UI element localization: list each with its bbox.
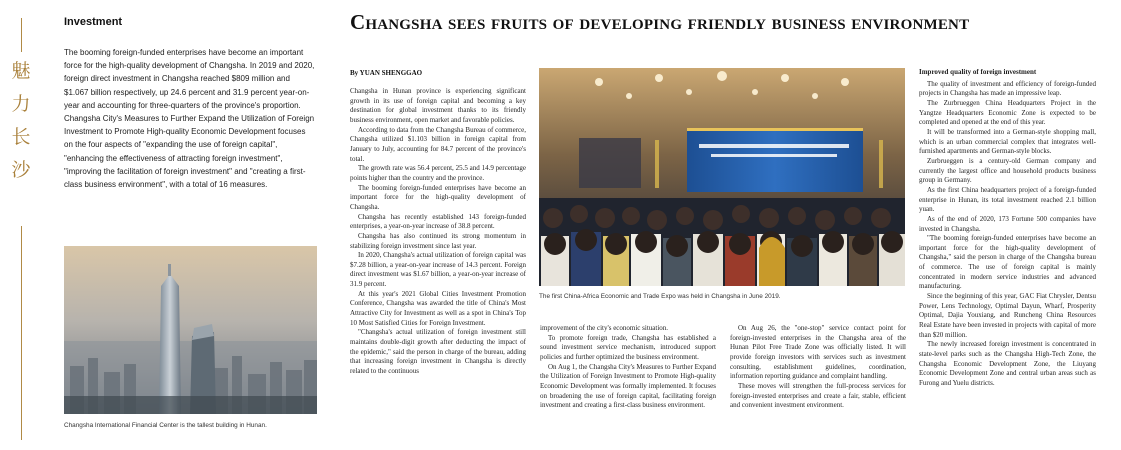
paragraph: The booming foreign-funded enterprises have become an important force for the high-quality development of Changsha. bbox=[350, 183, 526, 211]
paragraph: On Aug 26, the "one-stop" service contact point for foreign-invested enterprises in the Changsha area of the Hunan Pilot Free Trade Zone was officially listed. It will provide foreign investors with services such as investment consulting, establishment guidelines, coordination, information reporting guidance and complaint handling. bbox=[730, 324, 906, 381]
paragraph: Since the beginning of this year, GAC Fiat Chrysler, Dentsu Power, Lens Technology, Optimal Dayun, Wharf, Prosperity Optimal, Dajia Youxiang, and Runcheng China Resources Real Estate have been invested in projects with capital of more than $20 million. bbox=[919, 292, 1096, 339]
paragraph: As the first China headquarters project of a foreign-funded enterprise in Hunan, its total investment reached 2.1 billion yuan. bbox=[919, 185, 1096, 214]
paragraph: On Aug 1, the Changsha City's Measures to Further Expand the Utilization of Foreign Investment to Promote High-quality Economic Development was formally implemented. It focuses on broadening the use of foreign capital, facilitating foreign investment and creating a first-class business environment. bbox=[540, 362, 716, 410]
vertical-char: 力 bbox=[11, 93, 31, 115]
paragraph: The newly increased foreign investment is concentrated in state-level parks such as the Changsha High-Tech Zone, the Changsha Economic Development Zone, the Liuyang Economic Development Zone and central urban areas such as Furong and Yuelu districts. bbox=[919, 340, 1096, 387]
article-column-3 bbox=[730, 324, 906, 411]
sidebar-heading: Investment bbox=[64, 16, 123, 28]
paragraph: As of the end of 2020, 173 Fortune 500 companies have invested in Changsha. bbox=[919, 214, 1096, 233]
photo-caption-expo: The first China-Africa Economic and Trade Expo was held in Changsha in June 2019. bbox=[539, 293, 781, 300]
vertical-title bbox=[9, 62, 33, 180]
paragraph: To promote foreign trade, Changsha has established a sound investment service mechanism, introduced support policies and further optimized the business environment. bbox=[540, 333, 716, 361]
gold-rule-top bbox=[21, 18, 22, 52]
section-subheading: Improved quality of foreign investment bbox=[919, 68, 1037, 76]
city-skyline-photo bbox=[64, 246, 317, 414]
article-headline: Changsha sees fruits of developing friendly business environment bbox=[350, 10, 970, 34]
gold-rule-bottom bbox=[21, 226, 22, 440]
paragraph: The quality of investment and efficiency of foreign-funded projects in Changsha has made an impressive leap. bbox=[919, 79, 1096, 98]
vertical-char: 长 bbox=[11, 126, 31, 148]
vertical-char: 沙 bbox=[11, 159, 31, 181]
article-column-4 bbox=[919, 68, 1096, 389]
paragraph: improvement of the city's economic situation. bbox=[540, 324, 669, 332]
article-column-2 bbox=[540, 324, 716, 411]
paragraph: Zurbrueggen is a century-old German company and currently the largest office and household products business group in Germany. bbox=[919, 156, 1096, 185]
photo-caption-skyline: Changsha International Financial Center is the tallest building in Hunan. bbox=[64, 422, 267, 429]
paragraph: According to data from the Changsha Bureau of commerce, Changsha utilized $1.103 billion in foreign capital from January to July, accounting for 84.7 percent of the province's total. bbox=[350, 125, 526, 163]
paragraph: "The booming foreign-funded enterprises have become an important force for the high-quality development of Changsha," said the person in charge of the Changsha bureau of commerce. The use of foreign capital is mainly concentrated in modern service industries and advanced manufacturing. bbox=[919, 234, 1096, 291]
paragraph: These moves will strengthen the full-process services for foreign-invested enterprises and create a fair, stable, efficient and convenient investment environment. bbox=[730, 381, 906, 410]
paragraph: The growth rate was 56.4 percent, 25.5 and 14.9 percentage points higher than the country and the province. bbox=[350, 164, 526, 182]
paragraph: In 2020, Changsha's actual utilization of foreign capital was $7.28 billion, a year-on-year increase of 14.3 percent. Foreign direct investment was $1.67 billion, a year-on-year increase of 31.9 percent. bbox=[350, 251, 526, 289]
sidebar bbox=[64, 16, 316, 191]
sidebar-body: The booming foreign-funded enterprises have become an important force for the high-quality development of Changsha. In 2019 and 2020, foreign direct investment in Changsha reached $809 million and $1.067 billion respectively, up 24.6 percent and 31.9 percent year-on-year and accounting for three-quarters of the province's proportion. Changsha City's Measures to Further Expand the Utilization of Foreign Investment to Promote High-quality Economic Development focuses on the four aspects of "expanding the use of foreign capital", "enhancing the effectiveness of attracting foreign investment", "improving the facilitation of foreign investment" and "creating a first-class business environment", with a total of 16 measures. bbox=[64, 48, 315, 190]
paragraph: At this year's 2021 Global Cities Investment Promotion Conference, Changsha was awarded the title of China's Most Attractive City for Investment as well as a spot in China's Top 10 Most Satisfied Cities for Foreign Investment. bbox=[350, 289, 526, 327]
article-byline: By YUAN SHENGGAO bbox=[350, 69, 423, 77]
paragraph: Changsha in Hunan province is experiencing significant growth in its use of foreign capital and becoming a key destination for global investment thanks to its friendly business environment, open market and favorable policies. bbox=[350, 87, 526, 124]
paragraph: It will be transformed into a German-style shopping mall, which is an urban commercial complex that integrates well-furnished apartments and German-style blocks. bbox=[919, 127, 1096, 156]
article-column-1 bbox=[350, 87, 526, 377]
paragraph: Changsha has recently established 143 foreign-funded enterprises, a year-on-year increase of 38.8 percent. bbox=[350, 212, 526, 231]
expo-conference-photo bbox=[539, 68, 905, 286]
paragraph: The Zurbruеggen China Headquarters Project in the Yangtze Headquarters Economic Zone is expected to be completed and opened at the end of this year. bbox=[919, 98, 1096, 127]
paragraph: Changsha has also continued its strong momentum in stabilizing foreign investment since last year. bbox=[350, 231, 526, 250]
paragraph: "Changsha's actual utilization of foreign investment still maintains double-digit growth after deducting the impact of the epidemic," said the person in charge of the bureau, adding that increasing foreign investment in Changsha is directly related to the continuous bbox=[350, 328, 526, 376]
vertical-char: 魅 bbox=[11, 60, 31, 82]
